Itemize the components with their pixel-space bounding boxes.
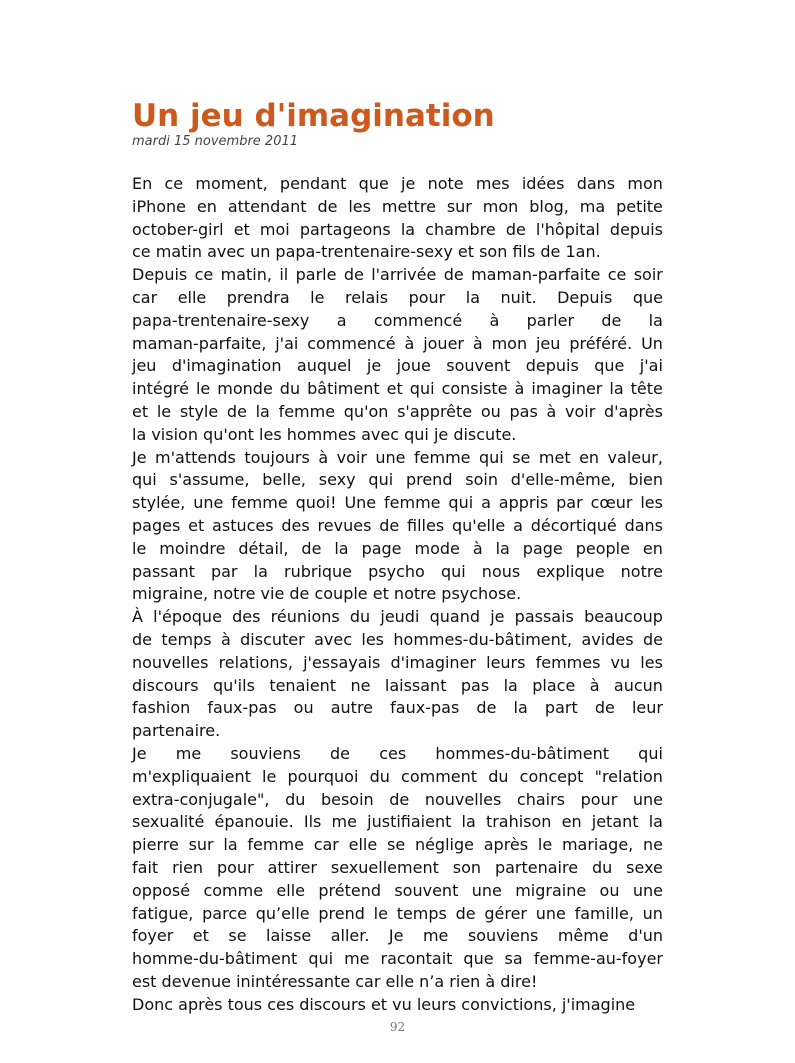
text-line: Depuis ce matin, il parle de l'arrivée de maman-parfaite ce soir <box>132 265 663 285</box>
text-line: opposé comme elle prétend souvent une migraine ou une <box>132 880 663 900</box>
text-line: intégré le monde du bâtiment et qui consiste à imaginer la tête <box>132 379 663 399</box>
text-line: m'expliquaient le pourquoi du comment du concept "relation <box>132 766 663 786</box>
text-line: Je m'attends toujours à voir une femme qui se met en valeur, <box>132 447 663 467</box>
text-line: discours qu'ils tenaient ne laissant pas la place à aucun <box>132 675 663 695</box>
text-line: En ce moment, pendant que je note mes idées dans mon <box>132 174 663 193</box>
paragraph <box>132 743 663 994</box>
paragraph <box>132 606 663 743</box>
text-line: Je me souviens de ces hommes-du-bâtiment qui <box>132 743 663 763</box>
text-line: ce matin avec un papa-trentenaire-sexy et son fils de 1an. <box>132 242 601 262</box>
page-number: 92 <box>389 1020 406 1034</box>
text-line: est devenue inintéressante car elle n’a rien à dire! <box>132 971 538 991</box>
text-line: migraine, notre vie de couple et notre psychose. <box>132 584 522 604</box>
article-body <box>132 173 663 1016</box>
article-title: Un jeu d'imagination <box>132 98 495 134</box>
paragraph <box>132 264 663 446</box>
text-line: stylée, une femme quoi! Une femme qui a appris par cœur les <box>132 493 663 513</box>
text-line: sexualité épanouie. Ils me justifiaient la trahison en jetant la <box>132 812 663 832</box>
text-line: partenaire. <box>132 721 221 741</box>
text-line: october-girl et moi partageons la chambre de l'hôpital depuis <box>132 219 663 239</box>
text-line: la vision qu'ont les hommes avec qui je discute. <box>132 424 517 444</box>
paragraph <box>132 994 663 1017</box>
text-line: iPhone en attendant de les mettre sur mon blog, ma petite <box>132 196 663 216</box>
text-line: homme-du-bâtiment qui me racontait que sa femme-au-foyer <box>132 949 663 969</box>
text-line: pages et astuces des revues de filles qu'elle a décortiqué dans <box>132 515 663 535</box>
text-line: maman-parfaite, j'ai commencé à jouer à mon jeu préféré. Un <box>132 333 663 353</box>
text-line: Donc après tous ces discours et vu leurs convictions, j'imagine <box>132 994 636 1014</box>
text-line: fashion faux-pas ou autre faux-pas de la part de leur <box>132 698 663 718</box>
text-line: extra-conjugale", du besoin de nouvelles chairs pour une <box>132 789 663 809</box>
text-line: fatigue, parce qu’elle prend le temps de gérer une famille, un <box>132 903 663 923</box>
text-line: de temps à discuter avec les hommes-du-bâtiment, avides de <box>132 629 663 649</box>
text-line: fait rien pour attirer sexuellement son partenaire du sexe <box>132 857 663 877</box>
text-line: le moindre détail, de la page mode à la page people en <box>132 538 663 558</box>
text-line: et le style de la femme qu'on s'apprête ou pas à voir d'après <box>132 401 663 421</box>
paragraph <box>132 447 663 607</box>
paragraph <box>132 173 663 264</box>
text-line: qui s'assume, belle, sexy qui prend soin d'elle-même, bien <box>132 470 663 490</box>
text-line: passant par la rubrique psycho qui nous explique notre <box>132 561 663 581</box>
text-line: pierre sur la femme car elle se néglige après le mariage, ne <box>132 835 663 855</box>
text-line: À l'époque des réunions du jeudi quand je passais beaucoup <box>132 607 663 627</box>
post-date: mardi 15 novembre 2011 <box>132 134 299 149</box>
text-line: foyer et se laisse aller. Je me souviens même d'un <box>132 926 663 946</box>
text-line: jeu d'imagination auquel je joue souvent depuis que j'ai <box>132 356 663 376</box>
text-line: nouvelles relations, j'essayais d'imaginer leurs femmes vu les <box>132 652 663 672</box>
text-line: car elle prendra le relais pour la nuit. Depuis que <box>132 287 663 307</box>
text-line: papa-trentenaire-sexy a commencé à parler de la <box>132 310 663 330</box>
